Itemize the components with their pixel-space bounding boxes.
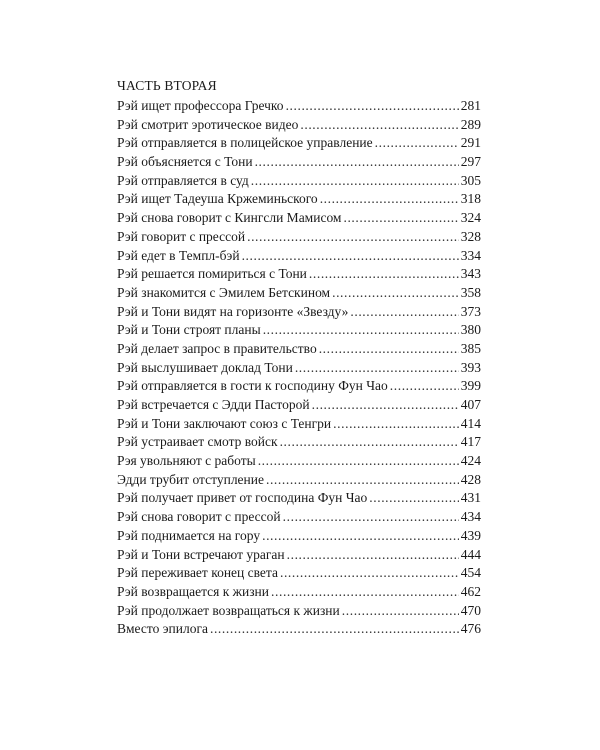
toc-entry-title: Рэй делает запрос в правительство <box>117 340 317 356</box>
toc-dot-leader <box>247 228 459 247</box>
toc-entry-title: Рэй решается помириться с Тони <box>117 266 307 282</box>
toc-entry-page-number: 434 <box>460 509 481 525</box>
toc-dot-leader <box>312 396 459 415</box>
toc-entry-title: Рэй выслушивает доклад Тони <box>117 359 293 375</box>
toc-entry <box>117 433 481 452</box>
toc-entry <box>117 546 481 565</box>
toc-entry <box>117 471 481 490</box>
toc-entry-page-number: 470 <box>460 602 481 618</box>
toc-entry-page-number: 431 <box>460 490 481 506</box>
toc-entry-page-number: 417 <box>460 434 481 450</box>
toc-entry-page-number: 407 <box>460 397 481 412</box>
toc-dot-leader <box>263 321 459 340</box>
toc-dot-leader <box>332 284 459 303</box>
toc-entry <box>117 602 481 621</box>
toc-entry <box>117 452 481 471</box>
toc-entry <box>117 359 481 378</box>
toc-entry-page-number: 385 <box>460 340 481 356</box>
toc-entry <box>117 321 481 340</box>
toc-entry-title: Рэй и Тони видят на горизонте «Звезду» <box>117 303 349 319</box>
toc-entry-title: Рэй ищет профессора Гречко <box>117 98 284 113</box>
toc-entry-title: Рэй и Тони встречают ураган <box>117 546 285 562</box>
toc-entry-title: Рэй снова говорит с Кингсли Мамисом <box>117 210 342 226</box>
toc-entry-title: Вместо эпилога <box>117 621 208 637</box>
toc-dot-leader <box>369 489 458 508</box>
toc-entry-page-number: 380 <box>460 322 481 338</box>
toc-entry-page-number: 424 <box>460 453 481 469</box>
toc-entry-page-number: 414 <box>460 415 481 431</box>
toc-entry-page-number: 328 <box>460 228 481 244</box>
toc-dot-leader <box>266 471 459 490</box>
toc-entry <box>117 190 481 209</box>
part-title: ЧАСТЬ ВТОРАЯ <box>117 78 217 93</box>
toc-dot-leader <box>262 527 459 546</box>
toc-dot-leader <box>271 583 459 602</box>
toc-entry-page-number: 297 <box>460 154 481 170</box>
toc-entry-title: Рэй отправляется в суд <box>117 172 249 188</box>
toc-entry-title: Рэй переживает конец света <box>117 565 278 581</box>
toc-entry-title: Рэй отправляется в полицейское управление <box>117 135 373 151</box>
toc-entry-title: Рэя увольняют с работы <box>117 453 256 469</box>
toc-entry-title: Рэй смотрит эротическое видео <box>117 116 299 132</box>
toc-entry <box>117 396 481 415</box>
toc-entry-title: Рэй ищет Тадеуша Кржеминьского <box>117 191 318 207</box>
toc-dot-leader <box>242 247 459 266</box>
toc-entry <box>117 527 481 546</box>
toc-dot-leader <box>375 134 459 153</box>
toc-entry <box>117 265 481 284</box>
toc-entry-title: Рэй говорит с прессой <box>117 228 246 244</box>
toc-entry-page-number: 318 <box>460 191 481 207</box>
toc-entry <box>117 134 481 153</box>
toc-dot-leader <box>350 303 458 322</box>
toc-entry-page-number: 343 <box>460 266 481 282</box>
toc-entry <box>117 377 481 396</box>
toc-entry-title: Рэй поднимается на гору <box>117 527 261 543</box>
toc-dot-leader <box>295 359 459 378</box>
toc-dot-leader <box>210 620 459 639</box>
toc-dot-leader <box>333 415 459 434</box>
toc-entry <box>117 284 481 303</box>
toc-entry-page-number: 476 <box>460 621 481 637</box>
toc-list <box>117 97 481 639</box>
toc-entry <box>117 172 481 191</box>
toc-dot-leader <box>342 602 459 621</box>
toc-entry-page-number: 334 <box>460 247 481 263</box>
toc-entry-page-number: 462 <box>460 583 481 599</box>
toc-entry-title: Рэй возвращается к жизни <box>117 583 270 599</box>
toc-entry-page-number: 289 <box>460 116 481 132</box>
toc-entry <box>117 97 481 116</box>
toc-dot-leader <box>280 433 459 452</box>
toc-entry-page-number: 439 <box>460 527 481 543</box>
toc-entry-page-number: 281 <box>460 98 481 113</box>
toc-entry-page-number: 393 <box>460 359 481 375</box>
toc-entry <box>117 303 481 322</box>
toc-entry-title: Рэй продолжает возвращаться к жизни <box>117 602 340 618</box>
toc-dot-leader <box>255 153 459 172</box>
toc-entry-page-number: 428 <box>460 471 481 487</box>
toc-entry-page-number: 454 <box>460 565 481 581</box>
toc-dot-leader <box>300 116 458 135</box>
toc-dot-leader <box>309 265 459 284</box>
toc-entry <box>117 508 481 527</box>
toc-entry-title: Рэй объясняется с Тони <box>117 154 253 170</box>
toc-dot-leader <box>258 452 459 471</box>
toc-dot-leader <box>286 97 459 116</box>
toc-dot-leader <box>251 172 459 191</box>
toc-entry-title: Рэй снова говорит с прессой <box>117 509 281 525</box>
toc-entry <box>117 583 481 602</box>
toc-dot-leader <box>390 377 459 396</box>
toc-entry-title: Рэй и Тони заключают союз с Тенгри <box>117 415 332 431</box>
toc-entry-page-number: 444 <box>460 546 481 562</box>
toc-dot-leader <box>320 190 459 209</box>
toc-entry <box>117 620 481 639</box>
toc-dot-leader <box>280 564 459 583</box>
toc-entry <box>117 209 481 228</box>
table-of-contents <box>117 76 481 639</box>
toc-entry-page-number: 291 <box>460 135 481 151</box>
toc-dot-leader <box>319 340 459 359</box>
toc-entry <box>117 153 481 172</box>
toc-entry <box>117 116 481 135</box>
toc-entry <box>117 247 481 266</box>
toc-entry <box>117 489 481 508</box>
toc-entry-title: Рэй устраивает смотр войск <box>117 434 278 450</box>
toc-entry-title: Эдди трубит отступление <box>117 471 264 487</box>
toc-entry-title: Рэй встречается с Эдди Пасторой <box>117 397 310 412</box>
toc-entry-title: Рэй отправляется в гости к господину Фун Чао <box>117 378 388 394</box>
toc-entry-page-number: 373 <box>460 303 481 319</box>
toc-dot-leader <box>287 546 459 565</box>
toc-entry-title: Рэй получает привет от господина Фун Чао <box>117 490 368 506</box>
toc-entry <box>117 564 481 583</box>
toc-entry-page-number: 324 <box>460 210 481 226</box>
toc-entry <box>117 415 481 434</box>
toc-entry <box>117 228 481 247</box>
toc-dot-leader <box>283 508 459 527</box>
toc-entry-title: Рэй едет в Темпл-бэй <box>117 247 240 263</box>
toc-entry-title: Рэй знакомится с Эмилем Бетскином <box>117 284 331 300</box>
toc-entry <box>117 340 481 359</box>
toc-dot-leader <box>343 209 458 228</box>
toc-entry-page-number: 399 <box>460 378 481 394</box>
toc-entry-page-number: 358 <box>460 284 481 300</box>
toc-entry-page-number: 305 <box>460 172 481 188</box>
toc-entry-title: Рэй и Тони строят планы <box>117 322 261 338</box>
